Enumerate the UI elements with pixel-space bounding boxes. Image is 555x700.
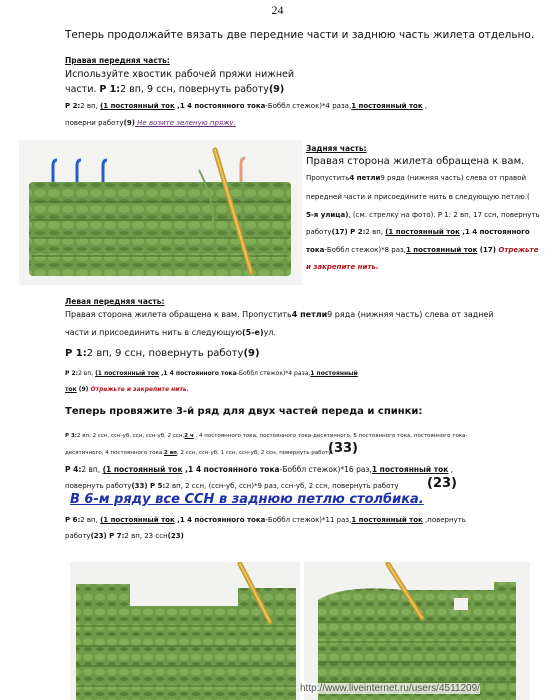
red-note: Отрежьте и закрепите нить. xyxy=(88,386,190,393)
text: ,1 4 постоянного тока xyxy=(159,370,237,377)
text: ,1 4 постоянного xyxy=(459,228,530,236)
stitch-count: (9) xyxy=(268,84,285,95)
text: 2 вп, 2 ссн, (ссн-уб, ссн)*9 раз, ссн-уб, 2 ссн, повернуть работу xyxy=(165,482,399,490)
intro-text: Теперь продолжайте вязать две передние части и заднюю часть жилета отдельно. xyxy=(65,29,535,41)
back-line1 xyxy=(306,170,526,187)
right-front-row2 xyxy=(65,98,427,115)
stitch-count: (9) xyxy=(123,119,135,127)
back-line2: передней части и присоедините нить в следующую петлю.( xyxy=(306,193,530,201)
text: части и присоединить нить в следующую xyxy=(65,328,243,337)
text: ,1 4 постоянного тока xyxy=(182,465,280,474)
back-line5 xyxy=(306,242,538,259)
stitch-count: (33) xyxy=(131,482,148,490)
knitting-photo-right xyxy=(304,562,530,700)
text: работу xyxy=(306,228,332,236)
right-front-heading: Правая передняя часть: xyxy=(65,56,170,65)
row-label: Р 1: xyxy=(99,84,121,95)
stitch-count: (17) xyxy=(477,246,496,254)
left-front-row2 xyxy=(65,365,358,382)
stitch-count: (9) xyxy=(76,386,89,393)
row4-line1 xyxy=(65,461,453,478)
text: -Боббл стежок)*11 раз, xyxy=(265,516,352,524)
row-label: Р 1: xyxy=(65,348,87,359)
text: , (см. стрелку на фото). Р 1: 2 вп, 17 ссн, повернуть xyxy=(348,211,540,219)
text: 1 постоянный ток xyxy=(405,246,478,254)
row-label: Р 4: xyxy=(65,465,82,474)
text: 1 постоянный ток xyxy=(351,102,423,110)
text: 5-я улица) xyxy=(306,211,349,219)
right-front-row2b xyxy=(65,115,236,132)
text: -Боббл стежок)*4 раза, xyxy=(236,370,311,377)
back-line4 xyxy=(306,224,530,241)
text: Пропустить xyxy=(306,174,350,182)
text: 2 вп, 23 ссн xyxy=(124,532,168,540)
text: 1 постоянный xyxy=(310,370,358,377)
stitch-count-33: (33) xyxy=(328,441,358,456)
red-note: Отрежьте xyxy=(495,246,539,254)
text: 4 петли xyxy=(291,310,328,319)
text: 2 вп, 9 ссн, повернуть работу xyxy=(120,84,269,95)
knitting-photo-left xyxy=(70,562,300,700)
text: 1 постоянный ток xyxy=(371,465,449,474)
text: десятичного, 4 постоянного тока, xyxy=(65,450,164,456)
text: Правая сторона жилета обращена к вам. Пропустить xyxy=(65,310,292,319)
text: 9 ряда (нижняя часть) слева от правой xyxy=(380,174,527,182)
text: 2 вп, 9 ссн, повернуть работу xyxy=(86,348,244,359)
row-label: Р 7: xyxy=(106,532,125,540)
row6-line1 xyxy=(65,512,466,529)
back-subtitle: Правая сторона жилета обращена к вам. xyxy=(306,156,525,167)
text: 2 вп, 2 ссн, ссн-уб, ссн, ссн-уб, 2 ссн, xyxy=(76,433,185,439)
text: поверни работу xyxy=(65,119,124,127)
text: ,1 4 постоянного тока xyxy=(174,102,266,110)
text: , xyxy=(193,433,198,439)
text: (1 постоянный ток xyxy=(102,465,183,474)
right-front-line1: Используйте хвостик рабочей пряжи нижней xyxy=(65,69,295,80)
row-label: Р 2: xyxy=(65,370,79,377)
left-front-row1 xyxy=(65,348,260,359)
photo-knitted-piece xyxy=(19,140,302,285)
text: 4 постоянного тока, постоянного тока-десятичного, 5 постоянного тока, постоянного тока- xyxy=(197,433,468,439)
text: -Боббл стежок)*8 раз, xyxy=(324,246,406,254)
text: ,1 4 постоянного тока xyxy=(174,516,266,524)
back-heading: Задняя часть: xyxy=(306,144,367,153)
text: (1 постоянный ток xyxy=(100,516,175,524)
left-front-line1 xyxy=(65,306,494,323)
back-line6: и закрепите нить. xyxy=(306,263,379,271)
text: , xyxy=(448,465,454,474)
text: повернуть работу xyxy=(65,482,132,490)
row6-line2 xyxy=(65,528,184,545)
text: , 2 ссн, ссн-уб, 1 ссн, ссн-уб, 2 ссн, повернуть работу xyxy=(176,450,332,456)
text: 2 ч xyxy=(184,433,194,439)
row3-line2 xyxy=(65,445,331,462)
text: 2 вп, xyxy=(80,516,101,524)
text: 2 вп, xyxy=(365,228,386,236)
purple-note: Не возите зеленую пряжу. xyxy=(134,119,236,127)
text: части. xyxy=(65,84,100,95)
right-front-line2 xyxy=(65,83,284,97)
knitting-photo-back xyxy=(19,140,302,285)
row-label: Р 2: xyxy=(65,102,81,110)
text: (1 постоянный ток xyxy=(95,370,160,377)
left-front-row2b xyxy=(65,381,189,398)
text: -Боббл стежок)*4 раза, xyxy=(265,102,352,110)
row-label: Р 5: xyxy=(147,482,166,490)
text: ,повернуть xyxy=(422,516,466,524)
text: ток xyxy=(65,386,77,393)
footer-url[interactable]: http://www.liveinternet.ru/users/4511209/ xyxy=(300,683,480,694)
text: , xyxy=(422,102,428,110)
text: 2 вп, xyxy=(78,370,96,377)
row-label: (17) Р 2: xyxy=(331,228,366,236)
text: тока xyxy=(306,246,325,254)
left-front-line2 xyxy=(65,324,276,341)
text: 1 постоянный ток xyxy=(351,516,423,524)
text: 2 вп, xyxy=(80,102,101,110)
text: -Боббл стежок)*16 раз, xyxy=(279,465,372,474)
stitch-count-23: (23) xyxy=(427,476,457,491)
row-label: Р 3: xyxy=(65,433,77,439)
photo-knitted-fronts-and-back xyxy=(70,562,300,700)
text: (1 постоянный ток xyxy=(100,102,175,110)
blue-note: В 6-м ряду все ССН в заднюю петлю столбика. xyxy=(70,492,424,507)
row3-heading: Теперь провяжите 3-й ряд для двух частей переда и спинки: xyxy=(65,406,423,417)
text: (1 постоянный ток xyxy=(385,228,460,236)
stitch-count: (9) xyxy=(243,348,260,359)
row3-line1 xyxy=(65,428,468,445)
text: работу xyxy=(65,532,91,540)
text: (5-е) xyxy=(242,328,264,337)
text: 9 ряда (нижняя часть) слева от задней xyxy=(327,310,494,319)
photo-knitted-piece-detail xyxy=(304,562,530,700)
text: 4 петли xyxy=(349,174,381,182)
back-line3 xyxy=(306,207,540,224)
left-front-heading: Левая передняя часть: xyxy=(65,297,165,306)
text: 2 вп xyxy=(163,450,177,456)
stitch-count: (23) xyxy=(167,532,184,540)
text: 2 вп, xyxy=(81,465,103,474)
text: ул. xyxy=(263,328,277,337)
row-label: Р 6: xyxy=(65,516,81,524)
stitch-count: (23) xyxy=(90,532,107,540)
page-number: 24 xyxy=(271,3,284,17)
